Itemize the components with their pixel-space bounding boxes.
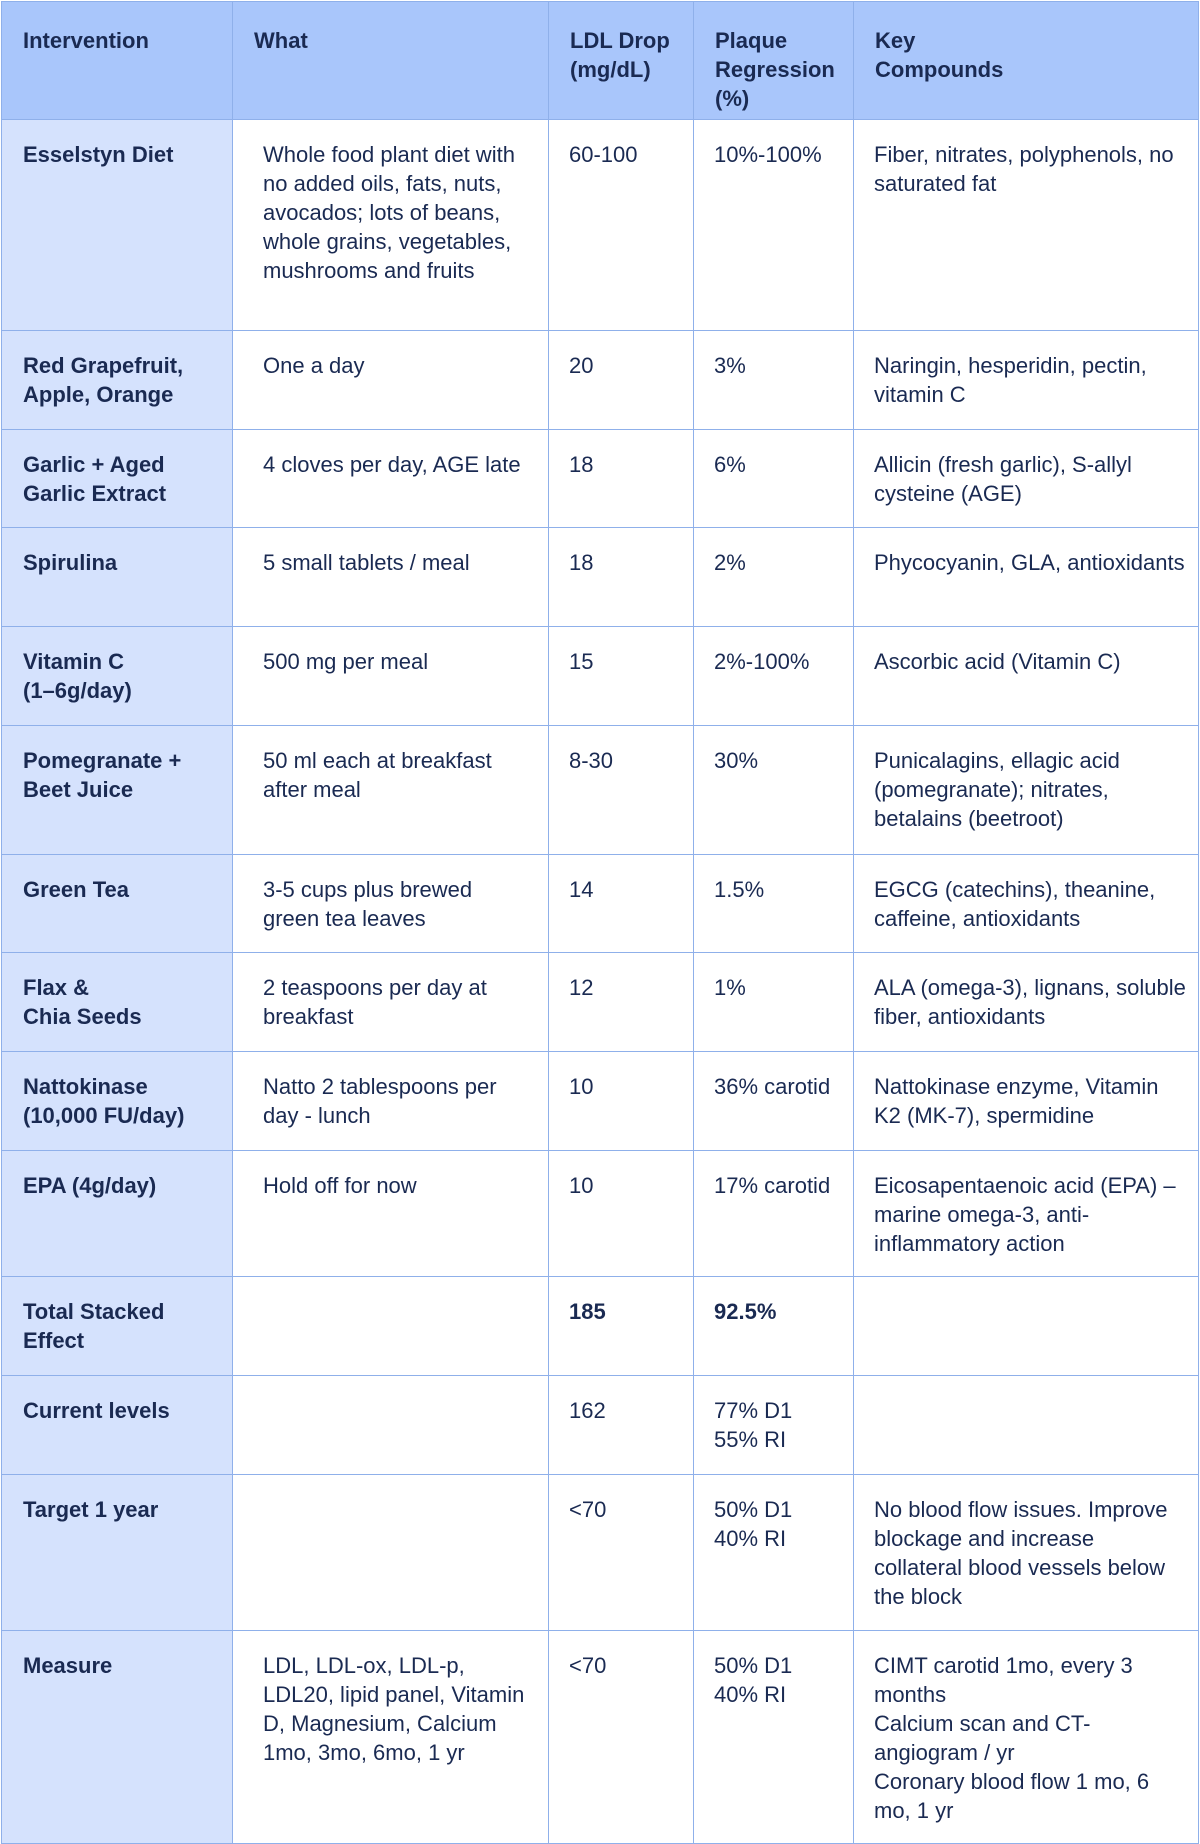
ldl-drop-cell: 15 <box>549 627 694 726</box>
header-line: (mg/dL) <box>570 57 651 82</box>
table-body <box>2 120 1199 1844</box>
plaque-regression-cell <box>694 331 854 430</box>
table-row <box>2 430 1199 528</box>
plaque-value-line: 50% D1 <box>714 1497 793 1522</box>
ldl-drop-cell: <70 <box>549 1475 694 1631</box>
intervention-table <box>1 1 1199 1844</box>
what-cell: 5 small tablets / meal <box>233 528 549 627</box>
plaque-value-line: 77% D1 <box>714 1398 793 1423</box>
intervention-name-line: Target 1 year <box>23 1497 159 1522</box>
plaque-value-line: 36% carotid <box>714 1074 831 1099</box>
key-compounds-cell <box>854 1277 1199 1376</box>
table-container <box>1 1 1199 1844</box>
intervention-name-line: EPA (4g/day) <box>23 1173 157 1198</box>
what-cell: LDL, LDL-ox, LDL-p, LDL20, lipid panel, Vitamin D, Magnesium, Calcium 1mo, 3mo, 6mo, 1 yr <box>233 1631 549 1844</box>
plaque-value-line: 2% <box>714 550 746 575</box>
plaque-value-line: 6% <box>714 452 746 477</box>
intervention-name-line: Garlic Extract <box>23 481 167 506</box>
key-compounds-cell <box>854 1631 1199 1844</box>
key-compounds-cell <box>854 430 1199 528</box>
plaque-value-line: 3% <box>714 353 746 378</box>
intervention-cell <box>2 1376 233 1475</box>
ldl-drop-cell: 10 <box>549 1052 694 1151</box>
intervention-cell <box>2 1151 233 1277</box>
intervention-cell <box>2 1052 233 1151</box>
key-compounds-cell <box>854 331 1199 430</box>
plaque-regression-cell <box>694 1151 854 1277</box>
what-cell: 50 ml each at breakfast after meal <box>233 726 549 855</box>
what-cell <box>233 1376 549 1475</box>
plaque-regression-cell <box>694 627 854 726</box>
intervention-name-line: (1–6g/day) <box>23 678 132 703</box>
plaque-regression-cell <box>694 430 854 528</box>
intervention-name-line: Current levels <box>23 1398 170 1423</box>
plaque-value-line: 55% RI <box>714 1427 787 1452</box>
key-compounds-line: Allicin (fresh garlic), S-allyl cysteine (AGE) <box>874 452 1132 506</box>
header-line: LDL Drop <box>570 28 670 53</box>
key-compounds-line: CIMT carotid 1mo, every 3 months <box>874 1653 1133 1707</box>
intervention-cell <box>2 120 233 331</box>
header-row <box>2 2 1199 120</box>
what-cell: 2 teaspoons per day at breakfast <box>233 953 549 1052</box>
table-row <box>2 1475 1199 1631</box>
table-row <box>2 627 1199 726</box>
intervention-name-line: Esselstyn Diet <box>23 142 174 167</box>
what-cell: One a day <box>233 331 549 430</box>
plaque-value-line: 1.5% <box>714 877 765 902</box>
table-row <box>2 331 1199 430</box>
key-compounds-line: Fiber, nitrates, polyphenols, no saturated fat <box>874 142 1174 196</box>
table-row <box>2 1052 1199 1151</box>
ldl-drop-cell: 12 <box>549 953 694 1052</box>
ldl-drop-cell: 20 <box>549 331 694 430</box>
intervention-name-line: Effect <box>23 1328 85 1353</box>
ldl-drop-cell: 162 <box>549 1376 694 1475</box>
header-line: Plaque <box>715 28 788 53</box>
plaque-regression-cell <box>694 1277 854 1376</box>
table-header <box>2 2 1199 120</box>
ldl-drop-cell: 18 <box>549 430 694 528</box>
intervention-name-line: Apple, Orange <box>23 382 174 407</box>
table-row <box>2 855 1199 953</box>
header-intervention <box>2 2 233 120</box>
header-line: (%) <box>715 86 750 111</box>
header-what <box>233 2 549 120</box>
plaque-regression-cell <box>694 120 854 331</box>
plaque-value-line: 40% RI <box>714 1682 787 1707</box>
intervention-name-line: Spirulina <box>23 550 118 575</box>
table-row <box>2 1151 1199 1277</box>
key-compounds-line: Eicosapentaenoic acid (EPA) – marine omega-3, anti-inflammatory action <box>874 1173 1176 1256</box>
plaque-regression-cell <box>694 1475 854 1631</box>
header-key-compounds <box>854 2 1199 120</box>
intervention-cell <box>2 855 233 953</box>
what-cell: 500 mg per meal <box>233 627 549 726</box>
key-compounds-cell <box>854 953 1199 1052</box>
intervention-cell <box>2 1277 233 1376</box>
key-compounds-cell <box>854 855 1199 953</box>
intervention-cell <box>2 1631 233 1844</box>
ldl-drop-cell: 18 <box>549 528 694 627</box>
key-compounds-line: Coronary blood flow 1 mo, 6 mo, 1 yr <box>874 1769 1150 1823</box>
what-cell: Whole food plant diet with no added oils, fats, nuts, avocados; lots of beans, whole grains, vegetables, mushrooms and fruits <box>233 120 549 331</box>
intervention-name-line: (10,000 FU/day) <box>23 1103 185 1128</box>
intervention-name-line: Chia Seeds <box>23 1004 142 1029</box>
plaque-regression-cell <box>694 855 854 953</box>
intervention-cell <box>2 953 233 1052</box>
ldl-drop-cell: 14 <box>549 855 694 953</box>
table-row <box>2 1631 1199 1844</box>
key-compounds-cell <box>854 1151 1199 1277</box>
header-plaque-regression <box>694 2 854 120</box>
key-compounds-cell <box>854 627 1199 726</box>
table-row <box>2 120 1199 331</box>
header-line: Compounds <box>875 57 1004 82</box>
intervention-name-line: Vitamin C <box>23 649 125 674</box>
intervention-cell <box>2 627 233 726</box>
key-compounds-line: Ascorbic acid (Vitamin C) <box>874 649 1121 674</box>
ldl-drop-cell: 8-30 <box>549 726 694 855</box>
intervention-name-line: Green Tea <box>23 877 129 902</box>
plaque-value-line: 40% RI <box>714 1526 787 1551</box>
key-compounds-line: No blood flow issues. Improve blockage and increase collateral blood vessels below the block <box>874 1497 1168 1609</box>
table-row <box>2 1277 1199 1376</box>
key-compounds-line: Calcium scan and CT-angiogram / yr <box>874 1711 1091 1765</box>
what-cell <box>233 1277 549 1376</box>
intervention-name-line: Beet Juice <box>23 777 134 802</box>
plaque-regression-cell <box>694 726 854 855</box>
plaque-value-line: 1% <box>714 975 746 1000</box>
table-row <box>2 953 1199 1052</box>
header-line: Key <box>875 28 916 53</box>
ldl-drop-cell: 185 <box>549 1277 694 1376</box>
key-compounds-line: ALA (omega-3), lignans, soluble fiber, antioxidants <box>874 975 1186 1029</box>
key-compounds-cell <box>854 1052 1199 1151</box>
intervention-cell <box>2 331 233 430</box>
key-compounds-cell <box>854 120 1199 331</box>
intervention-name-line: Garlic + Aged <box>23 452 165 477</box>
what-cell <box>233 1475 549 1631</box>
header-line: Intervention <box>23 28 149 53</box>
key-compounds-cell <box>854 1376 1199 1475</box>
what-cell: Hold off for now <box>233 1151 549 1277</box>
table-row <box>2 528 1199 627</box>
plaque-regression-cell <box>694 1052 854 1151</box>
plaque-value-line: 17% carotid <box>714 1173 831 1198</box>
intervention-name-line: Nattokinase <box>23 1074 148 1099</box>
header-ldl-drop <box>549 2 694 120</box>
header-line: Regression <box>715 57 835 82</box>
plaque-regression-cell <box>694 953 854 1052</box>
intervention-name-line: Red Grapefruit, <box>23 353 184 378</box>
what-cell: 3-5 cups plus brewed green tea leaves <box>233 855 549 953</box>
key-compounds-cell <box>854 528 1199 627</box>
key-compounds-cell <box>854 726 1199 855</box>
plaque-value-line: 92.5% <box>714 1299 777 1324</box>
intervention-cell <box>2 726 233 855</box>
what-cell: 4 cloves per day, AGE late <box>233 430 549 528</box>
intervention-cell <box>2 1475 233 1631</box>
plaque-value-line: 30% <box>714 748 759 773</box>
header-line: What <box>254 28 308 53</box>
plaque-value-line: 2%-100% <box>714 649 810 674</box>
ldl-drop-cell: 60-100 <box>549 120 694 331</box>
intervention-name-line: Measure <box>23 1653 113 1678</box>
plaque-regression-cell <box>694 1376 854 1475</box>
key-compounds-line: Naringin, hesperidin, pectin, vitamin C <box>874 353 1147 407</box>
key-compounds-cell <box>854 1475 1199 1631</box>
plaque-regression-cell <box>694 1631 854 1844</box>
key-compounds-line: Phycocyanin, GLA, antioxidants <box>874 550 1185 575</box>
key-compounds-line: Punicalagins, ellagic acid (pomegranate); nitrates, betalains (beetroot) <box>874 748 1120 831</box>
plaque-regression-cell <box>694 528 854 627</box>
table-row <box>2 1376 1199 1475</box>
ldl-drop-cell: <70 <box>549 1631 694 1844</box>
what-cell: Natto 2 tablespoons per day - lunch <box>233 1052 549 1151</box>
intervention-cell <box>2 430 233 528</box>
plaque-value-line: 10%-100% <box>714 142 822 167</box>
intervention-name-line: Pomegranate + <box>23 748 182 773</box>
plaque-value-line: 50% D1 <box>714 1653 793 1678</box>
ldl-drop-cell: 10 <box>549 1151 694 1277</box>
intervention-name-line: Total Stacked <box>23 1299 165 1324</box>
intervention-cell <box>2 528 233 627</box>
key-compounds-line: EGCG (catechins), theanine, caffeine, antioxidants <box>874 877 1156 931</box>
table-row <box>2 726 1199 855</box>
intervention-name-line: Flax & <box>23 975 90 1000</box>
key-compounds-line: Nattokinase enzyme, Vitamin K2 (MK-7), spermidine <box>874 1074 1159 1128</box>
